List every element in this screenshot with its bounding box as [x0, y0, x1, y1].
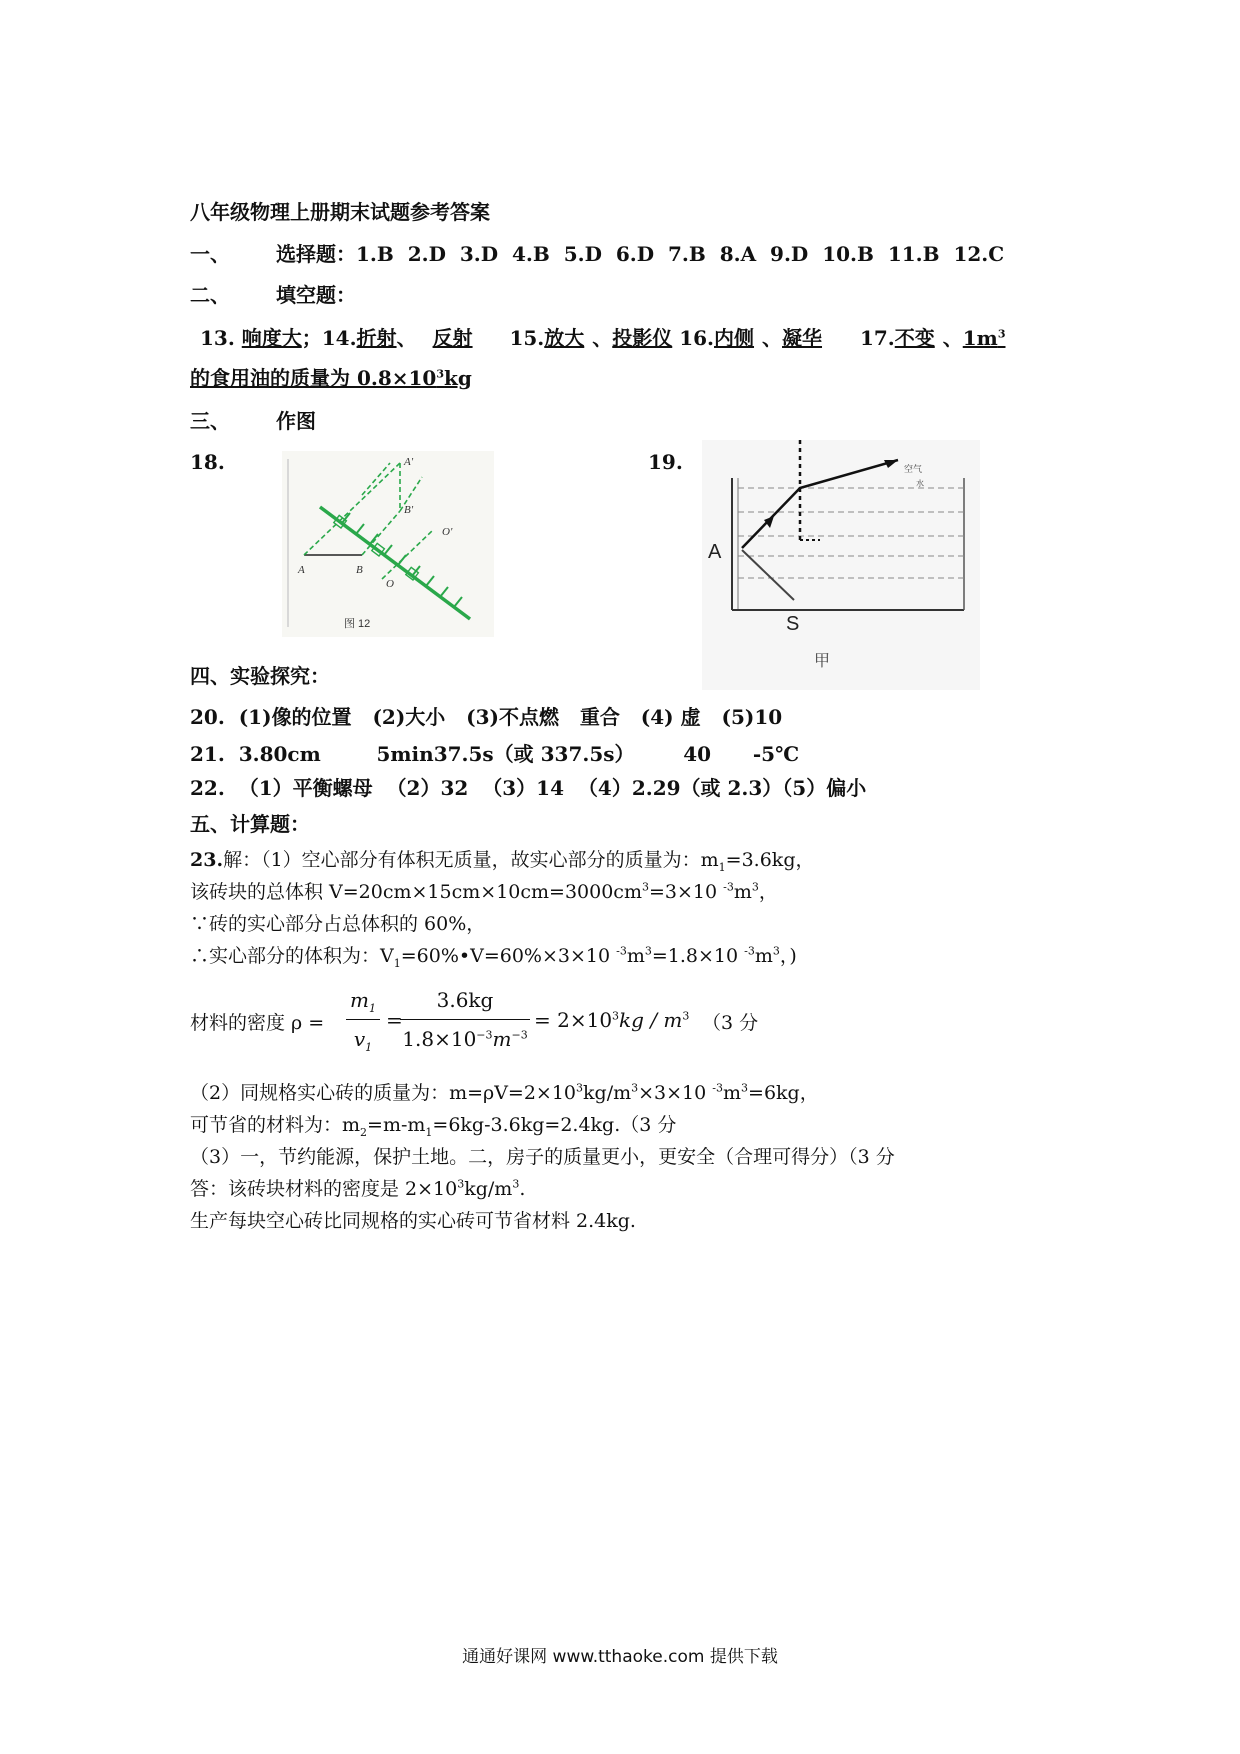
superscript: 3 — [612, 1009, 620, 1023]
separator: 、 — [942, 326, 963, 350]
section-fill — [190, 279, 356, 308]
fraction-bar — [346, 1019, 380, 1020]
q17-answer-a: 不变 — [894, 326, 935, 350]
text: kg / m — [619, 1008, 683, 1032]
q17-answer-continued — [190, 362, 472, 391]
subscript: 1 — [365, 1041, 373, 1054]
text: 可节省的材料为：m — [190, 1114, 361, 1136]
label-b-image: B' — [404, 504, 414, 516]
text: ×3×10 — [638, 1082, 713, 1104]
q17-answer-b — [963, 326, 1006, 350]
calc-line-1 — [190, 845, 814, 874]
superscript: −3 — [511, 1028, 528, 1042]
superscript: 3 — [751, 880, 759, 894]
text: =3×10 — [648, 881, 724, 903]
text: kg/m — [583, 1082, 632, 1104]
superscript: 3 — [741, 1081, 749, 1095]
q17-continued-text: 的食用油的质量为 0.8×10 — [190, 366, 437, 390]
section-experiment: 四、实验探究： — [190, 664, 330, 688]
section-number: 一、 — [190, 242, 230, 266]
calc-line-3: ∵砖的实心部分占总体积的 60%， — [190, 913, 486, 935]
q16-answer-a: 内侧 — [714, 326, 755, 350]
figure-background — [282, 451, 494, 637]
text: 该砖块的总体积 V=20cm×15cm×10cm=3000cm — [190, 881, 642, 903]
label-o-image: O' — [442, 526, 453, 538]
formula-points: （3 分 — [702, 1012, 759, 1034]
q22-answer: 22. （1）平衡螺母 （2）32 （3）14 （4）2.29（或 2.3）（5）偏小 — [190, 776, 867, 800]
subscript: 2 — [360, 1125, 368, 1139]
separator: 、 — [396, 326, 417, 350]
superscript: -3 — [744, 944, 755, 958]
superscript: 3 — [772, 944, 780, 958]
q20-answer: 20. (1)像的位置 (2)大小 (3)不点燃 重合 (4) 虚 (5)10 — [190, 705, 783, 729]
subscript: 1 — [368, 1002, 376, 1015]
q13-number: 13. — [200, 326, 235, 350]
q21-answer: 21. 3.80cm 5min37.5s（或 337.5s） 40 -5℃ — [190, 742, 800, 766]
label-water: 水 — [916, 479, 924, 488]
superscript: -3 — [723, 880, 734, 894]
fraction-denominator-2 — [400, 1027, 530, 1051]
text: =60%•V=60%×3×10 — [400, 945, 617, 967]
q17-answer-b-text: 1m — [962, 326, 998, 350]
text: 解：（1）空心部分有体积无质量，故实心部分的质量为：m — [223, 849, 719, 871]
text: =6kg-3.6kg=2.4kg.（3 分 — [432, 1114, 677, 1136]
q17-number: 17. — [859, 326, 895, 350]
section-calc: 五、计算题： — [190, 812, 310, 836]
text: m — [723, 1082, 742, 1104]
subscript: 1 — [718, 860, 726, 874]
calc-line-9: 生产每块空心砖比同规格的实心砖可节省材料 2.4kg. — [190, 1210, 636, 1232]
text: m — [733, 881, 752, 903]
q16-answer-b: 凝华 — [782, 326, 823, 350]
superscript: 3 — [457, 1177, 465, 1191]
figure-19-refraction-diagram — [702, 440, 980, 690]
superscript: 3 — [644, 944, 652, 958]
q16-number: 16. — [679, 326, 715, 350]
q23-number: 23. — [190, 849, 224, 871]
text: v — [353, 1027, 366, 1051]
q14-answer-a: 折射 — [356, 326, 397, 350]
superscript: -3 — [616, 944, 627, 958]
calc-line-4 — [190, 941, 797, 970]
label-a: A — [298, 564, 305, 576]
superscript: −3 — [476, 1028, 493, 1042]
q13-answer: 响度大 — [241, 326, 302, 350]
label-air: 空气 — [904, 465, 923, 475]
q15-answer-b: 投影仪 — [612, 326, 673, 350]
choice-answers: 1.B 2.D 3.D 4.B 5.D 6.D 7.B 8.A 9.D 10.B 11.B 12.C — [356, 242, 1005, 266]
text: ， — [758, 881, 778, 903]
label-a: A — [708, 541, 722, 563]
text: m — [350, 988, 369, 1012]
text: =1.8×10 — [651, 945, 745, 967]
section-choice — [190, 238, 1004, 267]
q15-answer-a: 放大 — [544, 326, 585, 350]
equals-sign: = — [386, 1008, 403, 1032]
text: ∴实心部分的体积为：V — [190, 945, 394, 967]
page-title: 八年级物理上册期末试题参考答案 — [190, 200, 490, 224]
text: =6kg， — [748, 1082, 819, 1104]
text: kg/m — [464, 1178, 513, 1200]
calc-line-5 — [190, 1078, 819, 1105]
formula-result — [534, 1008, 689, 1032]
text: 1.8×10 — [402, 1027, 477, 1051]
formula-prefix: 材料的密度 ρ = — [190, 1012, 325, 1034]
label-s: S — [786, 613, 800, 635]
section-number: 二、 — [190, 283, 230, 307]
text: m — [492, 1027, 512, 1051]
text: =3.6kg， — [725, 849, 815, 871]
page-footer: 通通好课网 www.tthaoke.com 提供下载 — [462, 1647, 778, 1667]
subscript: 1 — [425, 1125, 433, 1139]
calc-line-6 — [190, 1110, 676, 1139]
text: m — [626, 945, 645, 967]
text: . — [519, 1178, 526, 1200]
fraction-numerator-2: 3.6kg — [436, 988, 494, 1012]
text: 答：该砖块材料的密度是 2×10 — [190, 1178, 458, 1200]
label-b: B — [356, 564, 363, 576]
figure-caption: 甲 — [814, 651, 831, 670]
label-o: O — [386, 578, 394, 590]
superscript: 3 — [576, 1081, 584, 1095]
superscript: 3 — [682, 1009, 690, 1023]
superscript: 3 — [436, 367, 445, 381]
text: = 2×10 — [534, 1008, 613, 1032]
superscript: 3 — [631, 1081, 639, 1095]
section-label: 填空题： — [276, 283, 356, 307]
figure-caption: 图 12 — [344, 618, 371, 630]
separator: 、 — [592, 326, 613, 350]
q14-answer-b: 反射 — [432, 326, 473, 350]
section-number: 三、 — [190, 409, 230, 433]
superscript: 3 — [641, 880, 649, 894]
text: ，) — [779, 945, 797, 967]
fraction-numerator-1 — [348, 988, 378, 1015]
section-label: 选择题： — [276, 242, 356, 266]
superscript: 3 — [997, 327, 1006, 341]
separator: 、 — [762, 326, 783, 350]
text: m — [754, 945, 773, 967]
fraction-denominator-1 — [348, 1027, 378, 1054]
calc-line-8 — [190, 1174, 525, 1201]
subscript: 1 — [393, 956, 401, 970]
q15-number: 15. — [509, 326, 545, 350]
section-drawing — [190, 405, 316, 434]
fraction-bar — [400, 1019, 530, 1020]
section-label: 作图 — [276, 409, 316, 433]
text: =m-m — [367, 1114, 426, 1136]
superscript: 3 — [512, 1177, 520, 1191]
text: （2）同规格实心砖的质量为：m=ρV=2×10 — [190, 1082, 577, 1104]
label-a-image: A' — [404, 456, 414, 468]
fill-answers-line — [200, 322, 1005, 351]
q18-number: 18. — [190, 450, 225, 474]
calc-line-2 — [190, 877, 778, 904]
calc-line-7: （3）一，节约能源，保护土地。二，房子的质量更小，更安全（合理可得分）（3 分 — [190, 1146, 895, 1168]
q17-continued-unit: kg — [444, 366, 472, 390]
superscript: -3 — [712, 1081, 723, 1095]
q19-number: 19. — [648, 450, 683, 474]
q14-number: ；14. — [301, 326, 357, 350]
figure-18-mirror-diagram — [282, 451, 494, 637]
